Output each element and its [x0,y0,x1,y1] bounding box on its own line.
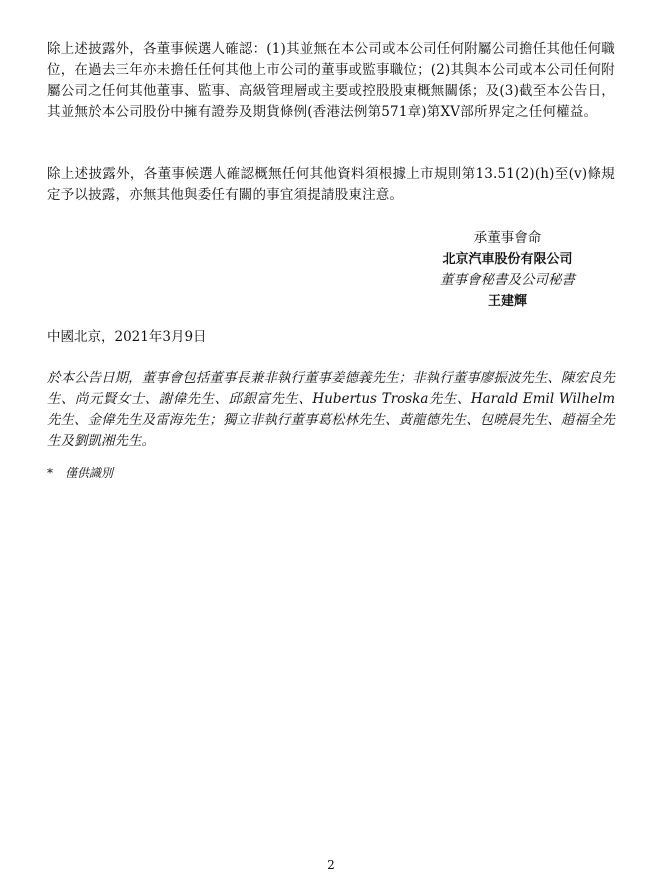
signature-block [400,228,615,312]
signature-company: 北京汽車股份有限公司 [442,252,573,267]
board-composition-statement: 於本公告日期，董事會包括董事長兼非執行董事姜德義先生；非執行董事廖振波先生、陳宏良先生、尚元賢女士、謝偉先生、邱銀富先生、Hubertus Troska先生、Harald Emil Wilhelm先生、金偉先生及雷海先生；獨立非執行董事葛松林先生、黃龍德先生、包曉晨先生、趙福全先生及劉凱湘先生。 [47,370,615,449]
signature-role: 董事會秘書及公司秘書 [440,272,575,288]
signature-name: 王建輝 [487,294,527,309]
footnote [47,464,113,482]
place-and-date: 中國北京，2021年3月9日 [47,329,207,345]
footnote-marker: * [47,466,53,480]
confirmation-paragraph: 除上述披露外，各董事候選人確認概無任何其他資料須根據上市規則第13.51(2)(h)至(v)條規定予以披露，亦無其他與委任有關的事宜須提請股東注意。 [47,166,615,203]
page-number: 2 [327,858,335,872]
footnote-text: 僅供識別 [65,466,114,480]
signature-by-order: 承董事會命 [473,230,542,246]
disclosure-paragraph: 除上述披露外，各董事候選人確認：(1)其並無在本公司或本公司任何附屬公司擔任其他任何職位，在過去三年亦未擔任任何其他上市公司的董事或監事職位；(2)其與本公司或本公司任何附屬公司之任何其他董事、監事、高級管理層或主要或控股股東概無關係；及(3)截至本公告日，其並無於本公司股份中擁有證券及期貨條例(香港法例第571章)第XV部所界定之任何權益。 [47,41,615,120]
